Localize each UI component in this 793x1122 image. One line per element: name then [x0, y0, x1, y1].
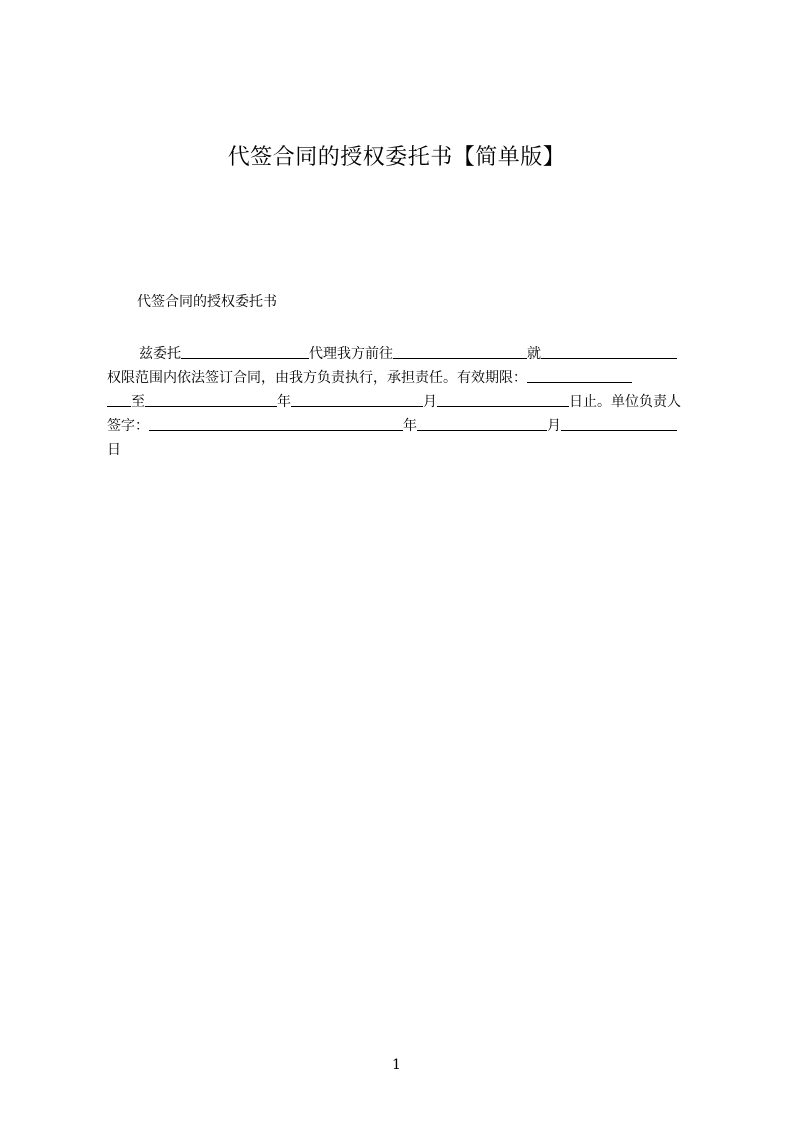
blank-destination [393, 343, 527, 359]
blank-end-month [291, 391, 423, 407]
text-month: 月 [423, 394, 437, 410]
blank-sign-day [561, 415, 677, 431]
body-line-1 [107, 342, 702, 366]
text-signature: 签字： [107, 418, 149, 434]
text-sign-month: 月 [547, 418, 561, 434]
document-subtitle: 代签合同的授权委托书 [137, 294, 277, 310]
blank-validity-start-cont [107, 391, 131, 407]
blank-end-day [437, 391, 569, 407]
body-line-2 [107, 366, 702, 390]
text-to: 至 [131, 394, 145, 410]
text-year: 年 [277, 394, 291, 410]
document-body [107, 342, 702, 462]
text-sign-day: 日 [107, 442, 121, 458]
body-line-5 [107, 438, 702, 462]
blank-matter [541, 343, 677, 359]
body-line-3 [107, 390, 702, 414]
text-entrust: 兹委托 [139, 346, 181, 362]
blank-sign-month [417, 415, 547, 431]
text-regarding: 就 [527, 346, 541, 362]
blank-validity-start [527, 367, 632, 383]
body-line-4 [107, 414, 702, 438]
text-go-to: 代理我方前往 [309, 346, 393, 362]
blank-signature [149, 415, 403, 431]
document-title: 代签合同的授权委托书【简单版】 [227, 145, 566, 170]
page-number: 1 [392, 1057, 401, 1073]
text-authority-scope: 权限范围内依法签订合同，由我方负责执行，承担责任。有效期限： [107, 370, 527, 386]
blank-agent-name [181, 343, 309, 359]
text-sign-year: 年 [403, 418, 417, 434]
blank-end-year [145, 391, 277, 407]
text-day-end-responsible: 日止。单位负责人 [569, 394, 681, 410]
